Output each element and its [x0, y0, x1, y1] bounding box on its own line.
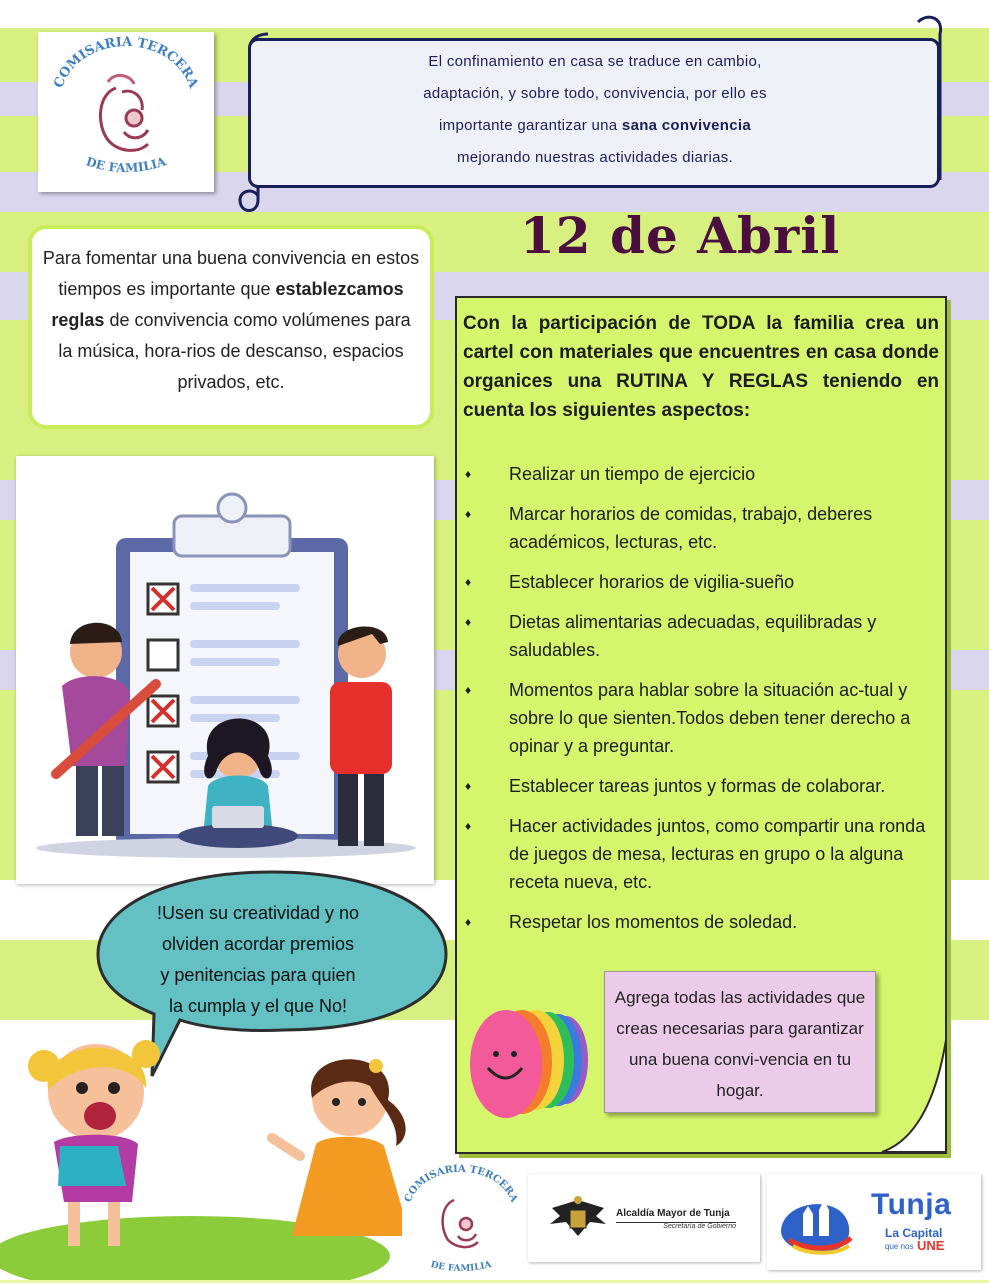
list-item-text: Respetar los momentos de soledad. [509, 912, 798, 932]
banner-line [270, 110, 920, 142]
panel-lead-text: Con la participación de TODA la familia crea un cartel con materiales que encuentres en casa donde organices una RUTINA Y REGLAS teniendo en cuenta los siguientes aspectos: [463, 313, 939, 421]
girl-brown-hair [272, 1059, 410, 1236]
alcaldia-title: Alcaldía Mayor de Tunja [616, 1208, 730, 1219]
banner-highlight: sana convivencia [621, 117, 751, 134]
diamond-bullet-icon: ♦ [465, 575, 472, 589]
bubble-line: y penitencias para quien [160, 965, 356, 985]
diamond-bullet-icon: ♦ [465, 615, 472, 629]
activities-list [463, 460, 941, 936]
comisaria-logo [38, 32, 214, 192]
tunja-tagline-une: UNE [917, 1238, 945, 1253]
comisaria-logo-small [402, 1160, 520, 1278]
banner-line: mejorando nuestras actividades diarias. [456, 149, 733, 166]
list-item-text: Marcar horarios de comidas, trabajo, deberes académicos, lecturas, etc. [509, 504, 873, 552]
list-item-text: Dietas alimentarias adecuadas, equilibradas y saludables. [509, 612, 877, 660]
tunja-wordmark: Tunja [871, 1188, 952, 1221]
clipboard-illustration [16, 456, 434, 884]
logo-bottom-text: DE FAMILIA [429, 1259, 493, 1275]
logo-top-text: COMISARIA TERCERA [402, 1163, 520, 1204]
banner-line: El confinamiento en casa se traduce en cambio, [428, 53, 762, 70]
list-item [463, 500, 941, 556]
list-item [463, 676, 941, 760]
girl-yellow-hair [28, 1040, 160, 1246]
banner-text [270, 46, 920, 174]
alcaldia-subtitle: Secretaría de Gobierno [616, 1222, 736, 1230]
mother-child-icon [100, 75, 148, 150]
date-title: 12 de Abril [520, 206, 841, 265]
bubble-line: olviden acordar premios [161, 934, 355, 954]
diamond-bullet-icon: ♦ [465, 683, 472, 697]
mother-child-icon [443, 1200, 478, 1247]
man-right [330, 627, 392, 846]
comisaria-logo-small-art [402, 1160, 520, 1278]
list-item-text: Realizar un tiempo de ejercicio [509, 464, 756, 484]
tunja-cathedral-icon [775, 1188, 861, 1258]
kids-playing-illustration [0, 1026, 420, 1280]
diamond-bullet-icon: ♦ [465, 779, 472, 793]
family-clipboard-icon [16, 456, 434, 884]
logo-bottom-text: DE FAMILIA [84, 154, 168, 176]
intro-bold: establezcamos reglas [51, 279, 404, 330]
list-item [463, 568, 941, 596]
comisaria-logo-art [38, 32, 214, 192]
diamond-bullet-icon: ♦ [465, 915, 472, 929]
diamond-bullet-icon: ♦ [465, 467, 472, 481]
balloons-icon [462, 994, 592, 1142]
intro-box [28, 225, 434, 429]
page-curl [876, 1040, 948, 1156]
list-item [463, 908, 941, 936]
bubble-line: !Usen su creatividad y no [156, 903, 360, 923]
list-item-text: Hacer actividades juntos, como compartir una ronda de juegos de mesa, lecturas en grupo o la alguna receta nueva, etc. [509, 816, 926, 892]
list-item [463, 812, 941, 896]
list-item-text: Momentos para hablar sobre la situación ac-tual y sobre lo que sienten.Todos deben tener derecho a opinar y a preguntar. [509, 680, 911, 756]
tunja-tagline-small: que nos [885, 1242, 914, 1251]
alcaldia-logo [528, 1174, 760, 1262]
intro-text: de convivencia como volúmenes para la música, hora-rios de descanso, espacios privados, etc. [58, 310, 411, 392]
intro-text: Para fomentar una buena convivencia en estos tiempos es importante que [42, 248, 420, 299]
list-item-text: Establecer tareas juntos y formas de colaborar. [509, 776, 886, 796]
banner-line-text: importante garantizar una [439, 117, 622, 134]
list-item [463, 772, 941, 800]
list-item [463, 460, 941, 488]
diamond-bullet-icon: ♦ [465, 819, 472, 833]
coat-of-arms-icon [546, 1194, 610, 1242]
tunja-logo [767, 1174, 981, 1270]
bubble-text [138, 898, 378, 1022]
bubble-line: la cumpla y el que No! [168, 996, 348, 1016]
logo-top-text: COMISARIA TERCERA [51, 34, 201, 91]
banner-line: adaptación, y sobre todo, convivencia, por ello es [423, 85, 767, 102]
diamond-bullet-icon: ♦ [465, 507, 472, 521]
list-item-text: Establecer horarios de vigilia-sueño [509, 572, 795, 592]
tunja-tagline: La Capital [885, 1226, 943, 1240]
note-box: Agrega todas las actividades que creas necesarias para garantizar una buena convi-vencia en tu hogar. [604, 971, 876, 1113]
list-item [463, 608, 941, 664]
